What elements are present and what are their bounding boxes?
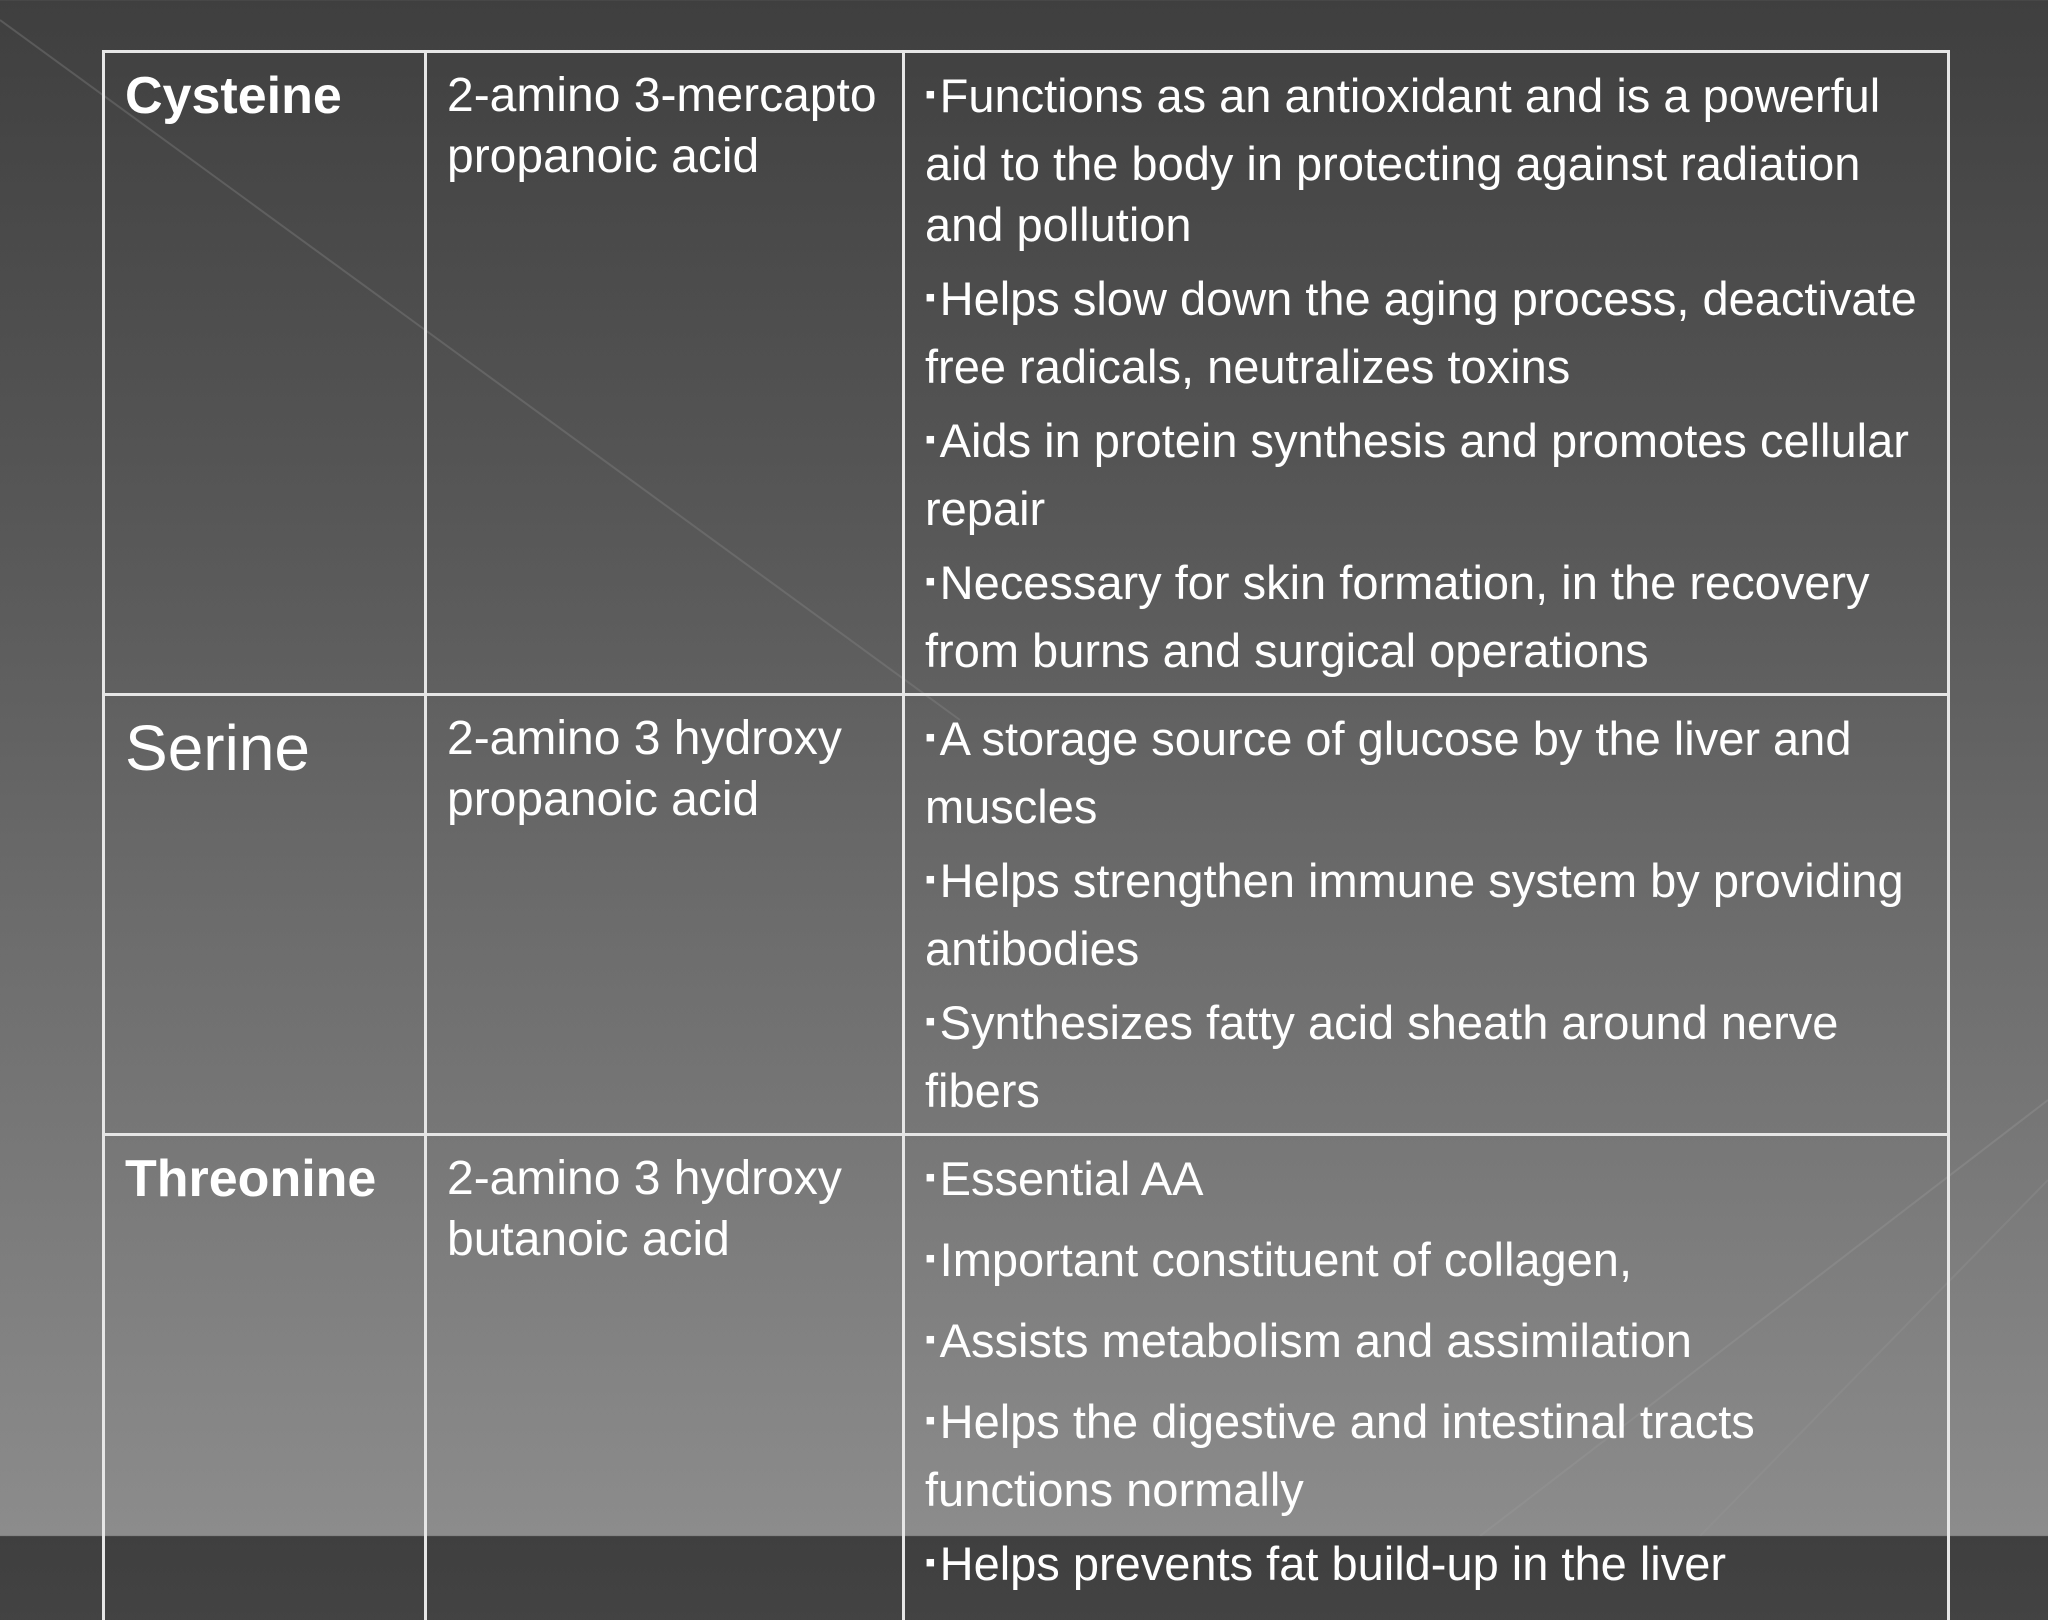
function-list [925, 65, 1927, 681]
list-item [925, 65, 1927, 255]
function-text: Helps strengthen immune system by providing antibodies [925, 854, 1904, 975]
bullet-icon: ▪ [925, 423, 936, 456]
list-item [925, 410, 1927, 539]
table-row [104, 695, 1949, 1135]
bullet-icon: ▪ [925, 1242, 936, 1275]
function-text: Essential AA [940, 1152, 1204, 1205]
name-cell [104, 1135, 426, 1620]
chemical-name-cell [426, 1135, 904, 1620]
list-item [925, 268, 1927, 397]
bullet-icon: ▪ [925, 78, 936, 111]
list-item [925, 1310, 1927, 1378]
chemical-name-cell [426, 695, 904, 1135]
name-cell [104, 52, 426, 695]
list-item [925, 1391, 1927, 1520]
bullet-icon: ▪ [925, 1005, 936, 1038]
bullet-icon: ▪ [925, 1161, 936, 1194]
list-item [925, 850, 1927, 979]
list-item [925, 1148, 1927, 1216]
bullet-icon: ▪ [925, 281, 936, 314]
bullet-icon: ▪ [925, 1404, 936, 1437]
bullet-icon: ▪ [925, 1323, 936, 1356]
chemical-name: 2-amino 3 hydroxy butanoic acid [447, 1148, 882, 1270]
list-item [925, 1533, 1927, 1601]
functions-cell [904, 52, 1949, 695]
functions-cell [904, 695, 1949, 1135]
list-item [925, 552, 1927, 681]
amino-acid-table [102, 50, 1950, 1620]
function-text: Helps slow down the aging process, deactivate free radicals, neutralizes toxins [925, 272, 1917, 393]
amino-acid-name: Serine [125, 712, 404, 786]
function-text: Important constituent of collagen, [940, 1233, 1632, 1286]
function-text: Helps the digestive and intestinal tracts functions normally [925, 1395, 1755, 1516]
amino-acid-name: Threonine [125, 1150, 404, 1210]
function-text: Aids in protein synthesis and promotes cellular repair [925, 414, 1909, 535]
function-text: Helps prevents fat build-up in the liver [940, 1537, 1726, 1590]
amino-acid-name: Cysteine [125, 67, 404, 127]
list-item [925, 992, 1927, 1121]
function-text: Functions as an antioxidant and is a powerful aid to the body in protecting against radiation and pollution [925, 69, 1880, 251]
list-item [925, 708, 1927, 837]
function-list [925, 708, 1927, 1121]
bullet-icon: ▪ [925, 565, 936, 598]
table-row [104, 52, 1949, 695]
bullet-icon: ▪ [925, 721, 936, 754]
table-row [104, 1135, 1949, 1620]
function-text: Synthesizes fatty acid sheath around nerve fibers [925, 996, 1838, 1117]
chemical-name-cell [426, 52, 904, 695]
function-text: Necessary for skin formation, in the recovery from burns and surgical operations [925, 556, 1870, 677]
bullet-icon: ▪ [925, 1546, 936, 1579]
name-cell [104, 695, 426, 1135]
chemical-name: 2-amino 3-mercaptopropanoic acid [447, 65, 882, 187]
function-text: A storage source of glucose by the liver and muscles [925, 712, 1851, 833]
bullet-icon: ▪ [925, 863, 936, 896]
function-list [925, 1148, 1927, 1601]
function-text: Assists metabolism and assimilation [940, 1314, 1692, 1367]
list-item [925, 1229, 1927, 1297]
functions-cell [904, 1135, 1949, 1620]
chemical-name: 2-amino 3 hydroxy propanoic acid [447, 708, 882, 830]
